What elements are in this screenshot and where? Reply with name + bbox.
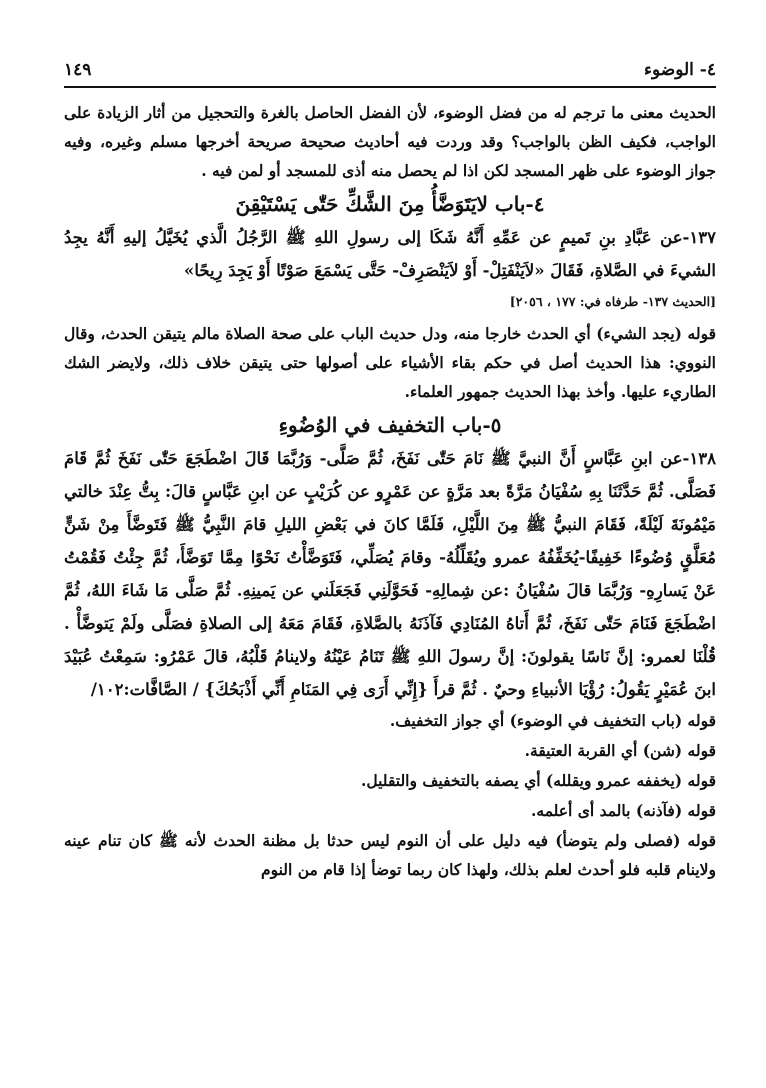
hadith-138: ١٣٨-عن ابنِ عَبَّاسٍ أَنَّ النبيَّ ﷺ نَامَ حَتّٰى نَفَخَ، ثُمَّ صَلَّى- وَرُبَّمَا قَالَ اضْطَجَعَ حَتّٰى نَفَخَ ثُمَّ قَامَ فَصَلَّى. ثُمَّ حَدَّثَنَا بِهِ سُفْيَانُ مَرَّةً بعد مَرَّةٍ عن عَمْرٍو عن كُرَيْبٍ عن ابنِ عَبَّاسٍ قالَ: بِتُّ عِنْدَ خالتي مَيْمُونَةَ لَيْلَةً، فَقَامَ النبيُّ ﷺ مِنَ اللَّيْلِ، فَلَمَّا كانَ في بَعْضِ الليلِ قامَ النَّبِيُّ ﷺ فَتَوضَّأَ مِنْ شَنٍّ مُعَلَّقٍ وُضُوءًا خَفِيفًا-يُخَفِّفُهُ عمرو ويُقَلِّلُهُ- وقامَ يُصَلِّي، فَتَوَضَّأْتُ نَحْوًا مِمَّا تَوَضَّأَ، ثُمَّ جِئْتُ فَقُمْتُ عَنْ يَسارِهِ- وَرُبَّمَا قالَ سُفْيَانُ :عن شِمالِهِ- فَحَوَّلَنِي فَجَعَلَني عن يَمينِهِ. ثُمَّ صَلَّى مَا شَاءَ اللهُ، ثُمَّ اضْطَجَعَ فَنَامَ حَتّٰى نَفَخَ، ثُمَّ أَتاهُ المُنَادِي فَآذَنَهُ بالصَّلاةِ، فَقَامَ مَعَهُ إلى الصلاةِ فصَلَّى ولَمْ يَتوضَّأْ . قُلْنَا لعمرو: إنَّ نَاسًا يقولونَ: إنَّ رسولَ اللهِ ﷺ تَنَامُ عَيْنُهُ ولاينامُ قَلْبُهُ، قالَ عَمْرُو: سَمِعْتُ عُبَيْدَ ابنَ عُمَيْرٍ يَقُولُ: رُؤْيَا الأنبياءِ وحيٌ . ثُمَّ قرأَ {إِنِّي أَرَى فِي المَنَامِ أَنِّي أَذْبَحُكَ} / الصَّافَّات:١٠٢/: [64, 449, 716, 699]
page-body: [64, 98, 716, 884]
note-3: قوله (يخففه عمرو ويقلله) أي يصفه بالتخفيف والتقليل.: [361, 771, 716, 790]
page-header: [64, 52, 716, 88]
chapter-title: ٤- الوضوء: [643, 60, 716, 80]
chapter-4-heading: ٤-باب لايَتَوَضَّأُ مِنَ الشَّكِّ حَتّٰى يَسْتَيْقِنَ: [235, 192, 545, 216]
header-rule: [64, 86, 716, 88]
final-note: قوله (فصلى ولم يتوضأ) فيه دليل على أن النوم ليس حدثا بل مظنة الحدث لأنه ﷺ كان تنام عينه ولاينام قلبه فلو أحدث لعلم بذلك، ولهذا كان ربما توضأ إذا قام من النوم: [64, 831, 716, 879]
note-4: قوله (فآذنه) بالمد أى أعلمه.: [530, 801, 716, 820]
hadith-137-commentary: قوله (يجد الشيء) أي الحدث خارجا منه، ودل حديث الباب على صحة الصلاة مالم يتيقن الحدث، وقال النووي: هذا الحديث أصل في حكم بقاء الأشياء على أصولها حتى يتيقن خلاف ذلك، ولايضر الشك الطاريء عليها. وأخذ بهذا الحديث جمهور العلماء.: [64, 324, 716, 401]
intro-paragraph: الحديث معنى ما ترجم له من فضل الوضوء، لأن الفضل الحاصل بالغرة والتحجيل من أثار الزيادة على الواجب، فكيف الظن بالواجب؟ وقد وردت فيه أحاديث صحيحة صريحة أخرجها مسلم وغيره، وفيه جواز الوضوء على ظهر المسجد لكن اذا لم يحصل منه أذى للمسجد أو لمن فيه .: [64, 103, 716, 180]
chapter-5-heading: ٥-باب التخفيف في الوُضُوءِ: [278, 413, 502, 437]
page-number: ١٤٩: [64, 60, 92, 80]
hadith-137-reference: [الحديث ١٣٧- طرفاه في: ١٧٧ ، ٢٠٥٦]: [509, 294, 716, 309]
note-1: قوله (باب التخفيف في الوضوء) أي جواز التخفيف.: [389, 711, 716, 730]
hadith-137: ١٣٧-عن عَبَّادِ بنِ تَميمٍ عن عَمِّهِ أَنَّهُ شَكَا إلى رسولِ اللهِ ﷺ الرَّجُلُ الَّذي يُخَيَّلُ إليهِ أَنَّهُ يجِدُ الشيءَ في الصَّلاةِ، فَقَالَ «لاَيَنْفَتِلْ- أَوْ لاَيَنْصَرِفْ- حَتَّى يَسْمَعَ صَوْتًا أَوْ يَجِدَ رِيحًا»: [64, 228, 716, 280]
note-2: قوله (شن) أي القربة العتيقة.: [524, 741, 716, 760]
